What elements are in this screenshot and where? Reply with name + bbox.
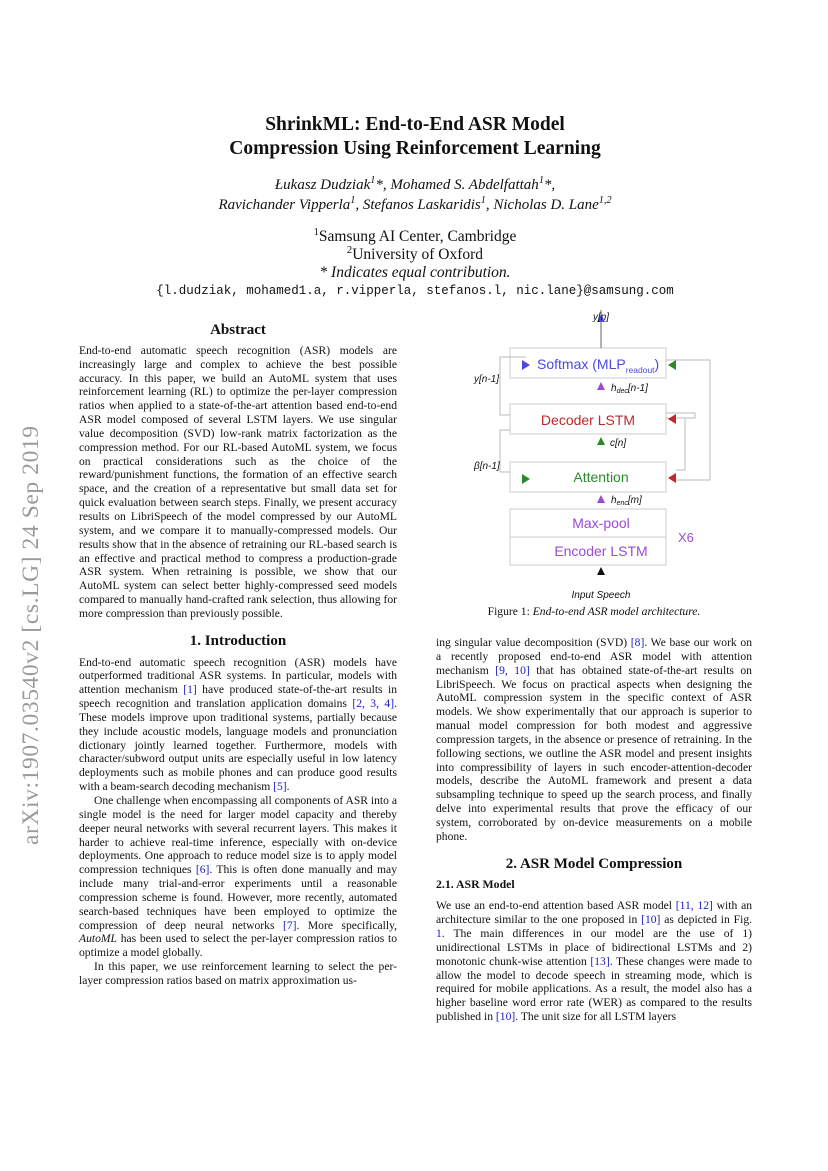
citation-link[interactable]: [10] [495,1010,516,1024]
arrow-icon [522,474,530,484]
label-bn1: β[n-1] [474,461,500,472]
x6-label: X6 [678,530,694,545]
label-henc: $h_{enc}[m]$ [611,495,642,507]
arrow-icon [668,360,676,370]
right-paragraph-2: We use an end-to-end attention based ASR model [11, 12] with an architecture similar to the one proposed in [10] as depicted in Fig. 1. The main differences in our model are the use of 1) unidirectional LSTMs in place of bidirectional LSTMs and 2) monotonic chunk-wise attention [13]. These changes were made to allow the model to decode speech in streaming mode, which is required for mobile applications. As a result, the model also has a higher baseline word error rate (WER) as compared to the results published in [10]. The unit size for all LSTM layers [436,899,753,1024]
affiliations [120,228,710,282]
intro-paragraph-2: One challenge when encompassing all components of ASR into a single model is the need for larger model capacity and thereby deeper neural networks with several recurrent layers. This makes it harder to achieve real-time inference, especially with on-device deployments. One approach to reduce model size is to apply model compression techniques [6]. This is often done manually and may include many trial-and-error experiments until a reasonable compression scheme is found. However, more recently, automated search-based techniques have been employed to optimize the compression of deep neural networks [7]. More specifically, AutoML has been used to select the per-layer compression ratios to optimize a model globally. [79,794,398,960]
arrow-icon [597,495,605,503]
arrow-icon [597,567,605,575]
affiliation-1: $^1$Samsung AI Center, Cambridge [313,226,517,245]
right-column [436,636,752,1024]
intro-paragraph-1: End-to-end automatic speech recognition (ASR) models have outperformed traditional ASR systems. In particular, models with attention mechanism [1] have produced state-of-the-art results in speech recognition and translation application domains [2, 3, 4]. These models improve upon traditional systems, partially because they include acoustic models, language models and pronunciation dictionary jointly learned together. Furthermore, models with character/subword output units are especially useful in low latency deployments such as mobile phones and can produce good results with a beam-search decoding mechanism [5]. [79,655,397,794]
intro-paragraph-3: In this paper, we use reinforcement learning to select the per-layer compression ratios based on matrix approximation us- [79,960,397,987]
maxpool-label: Max-pool [572,515,630,531]
abstract-heading: Abstract [210,322,266,338]
input-speech-label: Input Speech [571,590,631,601]
affiliation-2: $^2$University of Oxford [346,244,484,263]
equal-contribution-note: * Indicates equal contribution. [319,264,511,281]
intro-heading: 1. Introduction [189,632,287,649]
softmax-label: Softmax $(MLP_{readout})$ [537,356,660,375]
subsection-2-1-heading: 2.1. ASR Model [436,876,515,891]
title-line-1: ShrinkML: End-to-End ASR Model [265,114,565,135]
author-line-2: Ravichander Vipperla$^1$, Stefanos Laskaridis$^1$, Nicholas D. Lane$^{1,2}$ [218,195,612,213]
citation-link[interactable]: [9, 10] [495,663,530,677]
figure-caption: Figure 1: End-to-end ASR model architecture. [487,605,701,618]
encoder-label: Encoder LSTM [554,543,648,559]
figure-reference-link[interactable]: 1 [436,927,442,941]
author-name: Łukasz Dudziak [274,177,371,193]
section-2-heading: 2. ASR Model Compression [505,855,683,872]
arrow-icon [668,414,676,424]
arrow-icon [668,473,676,483]
arrow-icon [597,382,605,390]
author-list [120,175,710,215]
attention-label: Attention [573,469,629,485]
citation-link[interactable]: [11, 12] [675,899,713,913]
left-column [79,324,397,988]
citation-link[interactable]: [10] [641,913,661,927]
author-line-1: Łukasz Dudziak$^1$*, Mohamed S. Abdelfattah$^1$*, [274,175,556,193]
title-line-2: Compression Using Reinforcement Learning [229,138,601,159]
arrow-icon [522,360,530,370]
citation-link[interactable]: [1] [183,683,197,697]
citation-link[interactable]: [13] [590,954,610,968]
label-hdec: $h_{dec}[n-1]$ [611,383,648,395]
citation-link[interactable]: [5] [273,780,287,794]
citation-link[interactable]: [7] [282,918,297,932]
citation-link[interactable]: [6] [195,863,210,877]
email-addresses: {l.dudziak, mohamed1.a, r.vipperla, stefanos.l, nic.lane}@samsung.com [156,284,674,298]
author-name: , Stefanos Laskaridis [355,197,481,213]
decoder-label: Decoder LSTM [540,412,636,428]
author-name: , Mohamed S. Abdelfattah [382,177,539,193]
paper-title [120,113,710,161]
label-cn: c[n] [610,438,627,449]
architecture-diagram [440,300,740,605]
abstract-text: End-to-end automatic speech recognition (ASR) models are increasingly large and complex to achieve the best possible accuracy. In this paper, we build an AutoML system that uses reinforcement learning (RL) to optimize the per-layer compression ratios when applied to a state-of-the-art attention based end-to-end ASR model composed of several LSTM layers. We use singular value decomposition (SVD) low-rank matrix factorization as the compression method. For our RL-based AutoML system, we focus on practical considerations such as the choice of the reward/punishment functions, the formation of an effective search space, and the creation of a representative but small data set for quick evaluation between search steps. Finally, we present accuracy results on LibriSpeech of the model compressed by our AutoML system, and we compare it to manually-compressed models. Our results show that in the absence of retraining our RL-based search is an effective and practical method to compress a production-grade ASR system. When retraining is possible, we show that our AutoML system can select better highly-compressed seed models compared to manually hand-crafted rank selection, thus allowing for more compression than previously possible. [79,343,397,620]
label-yn1: y[n-1] [474,374,500,385]
author-name: Ravichander Vipperla [218,197,351,213]
label-yn: y[n] [592,312,610,323]
author-name: , Nicholas D. Lane [485,197,599,213]
citation-link[interactable]: [2, 3, 4] [352,697,395,711]
arrow-icon [597,437,605,445]
citation-link[interactable]: [8] [630,636,645,649]
arxiv-identifier: arXiv:1907.03540v2 [cs.LG] 24 Sep 2019 [18,425,44,845]
right-paragraph-1: ing singular value decomposition (SVD) [8]. We base our work on a recently proposed end-to-end ASR model with attention mechanism [9, 10] that has obtained state-of-the-art results on LibriSpeech. We focus on practical aspects when designing the AutoML compression system in the specific context of ASR models. We show experimentally that our approach is superior to manual model compression for both modest and aggressive compression targets, in the absence or presence of retraining. In the following sections, we outline the ASR model and present insights into compressibility of layers in such encoder-attention-decoder models, describe the AutoML framework and present a data subsampling technique to speed up the search process, and finally delve into experimental results that prove the efficacy of our system, corroborated by on-device measurements on a mobile phone. [436,636,752,843]
